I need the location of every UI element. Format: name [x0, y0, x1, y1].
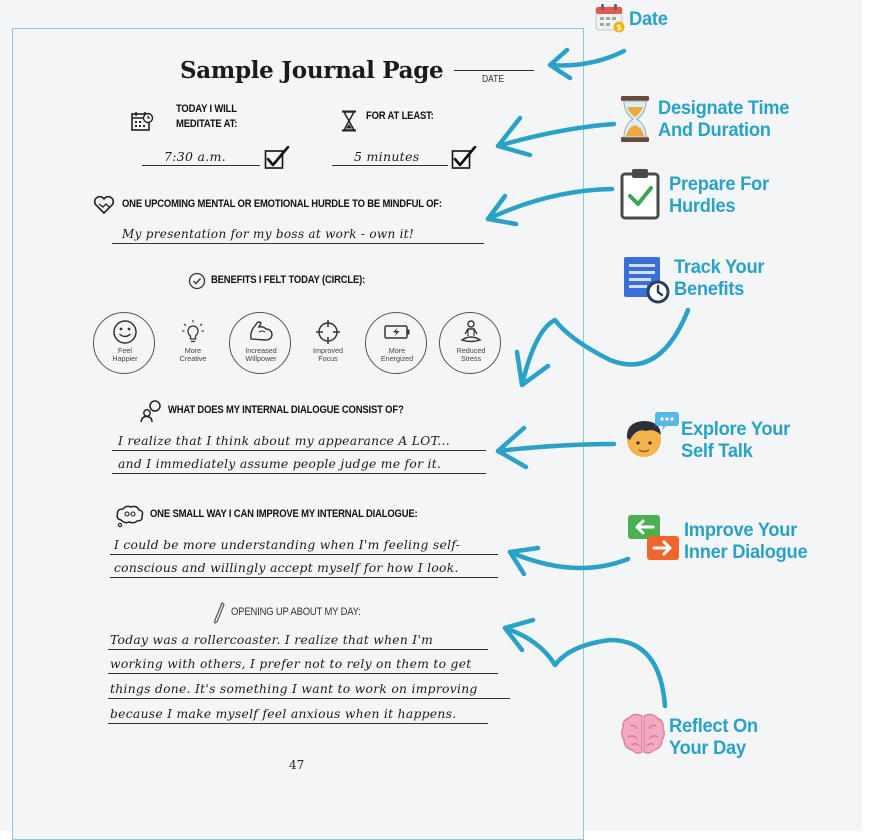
benefit-label-line2: Willpower	[245, 354, 277, 363]
benefit-label-line1: Reduced	[456, 346, 486, 355]
duration-value: 5 minutes	[354, 149, 420, 164]
benefit-label-line2: Creative	[179, 354, 207, 363]
day-line4: because I make myself feel anxious when it happens.	[110, 707, 457, 721]
benefit-label-line2: Focus	[318, 354, 338, 363]
dialogue-line2: and I immediately assume people judge me for it.	[118, 457, 442, 471]
dialogue-line1: I realize that I think about my appearance A LOT...	[118, 434, 450, 448]
brain-icon	[620, 712, 666, 756]
benefit-label-line2: Happier	[112, 354, 138, 363]
improve-label: ONE SMALL WAY I CAN IMPROVE MY INTERNAL DIALOGUE:	[150, 508, 418, 520]
benefit-label-line1: Increased	[245, 346, 277, 355]
callout-date-label: Date	[629, 8, 668, 30]
hourglass-icon	[618, 95, 652, 143]
day-line2: working with others, I prefer not to rely on them to get	[110, 657, 472, 671]
arrow-hurdles	[488, 189, 612, 219]
dialogue-label: WHAT DOES MY INTERNAL DIALOGUE CONSIST OF?	[168, 404, 404, 416]
arrow-self-talk	[498, 444, 614, 451]
calendar-icon	[595, 3, 627, 33]
meditate-time-value: 7:30 a.m.	[164, 149, 226, 164]
benefit-label-line2: Energized	[380, 354, 414, 363]
day-label: OPENING UP ABOUT MY DAY:	[231, 606, 361, 618]
duration-label: FOR AT LEAST:	[366, 110, 434, 122]
page-number: 47	[289, 758, 305, 772]
day-line3: things done. It's something I want to work on improving	[110, 682, 478, 696]
benefit-label-line2: Stress	[460, 354, 482, 363]
arrow-inner-dialogue	[510, 552, 628, 568]
callout-self-talk-label: Explore Your Self Talk	[681, 418, 791, 462]
arrow-reflect	[505, 628, 665, 706]
meditate-label-line2: MEDITATE AT:	[176, 118, 238, 130]
arrow-benefits	[522, 310, 688, 385]
page-title: Sample Journal Page	[180, 57, 444, 84]
callout-benefits-label: Track Your Benefits	[674, 256, 765, 300]
callout-reflect-label: Reflect On Your Day	[669, 715, 758, 759]
benefit-label-line1: Improved	[313, 346, 343, 355]
benefits-label: BENEFITS I FELT TODAY (CIRCLE):	[211, 274, 366, 286]
benefit-label-line1: Feel	[118, 346, 132, 355]
callout-inner-dialogue-label: Improve Your Inner Dialogue	[684, 519, 808, 563]
clipboard-check-icon	[620, 168, 660, 220]
date-label: DATE	[482, 74, 505, 85]
hurdle-label: ONE UPCOMING MENTAL OR EMOTIONAL HURDLE TO BE MINDFUL OF:	[122, 198, 442, 210]
improve-line2: conscious and willingly accept myself for how I look.	[114, 561, 459, 575]
improve-line1: I could be more understanding when I'm feeling self-	[114, 538, 461, 552]
benefit-label-line1: More	[184, 346, 202, 355]
benefit-label-line1: More	[388, 346, 406, 355]
svg-text:$: $	[616, 23, 622, 32]
arrows-exchange-icon	[627, 514, 681, 564]
hurdle-value: My presentation for my boss at work - own it!	[122, 227, 415, 241]
callout-time-label: Designate Time And Duration	[658, 97, 790, 141]
day-line1: Today was a rollercoaster. I realize that when I'm	[110, 633, 434, 647]
document-clock-icon	[622, 255, 672, 305]
meditate-label-line1: TODAY I WILL	[176, 103, 237, 115]
callout-hurdles-label: Prepare For Hurdles	[669, 173, 769, 217]
thinking-person-icon	[622, 410, 680, 462]
